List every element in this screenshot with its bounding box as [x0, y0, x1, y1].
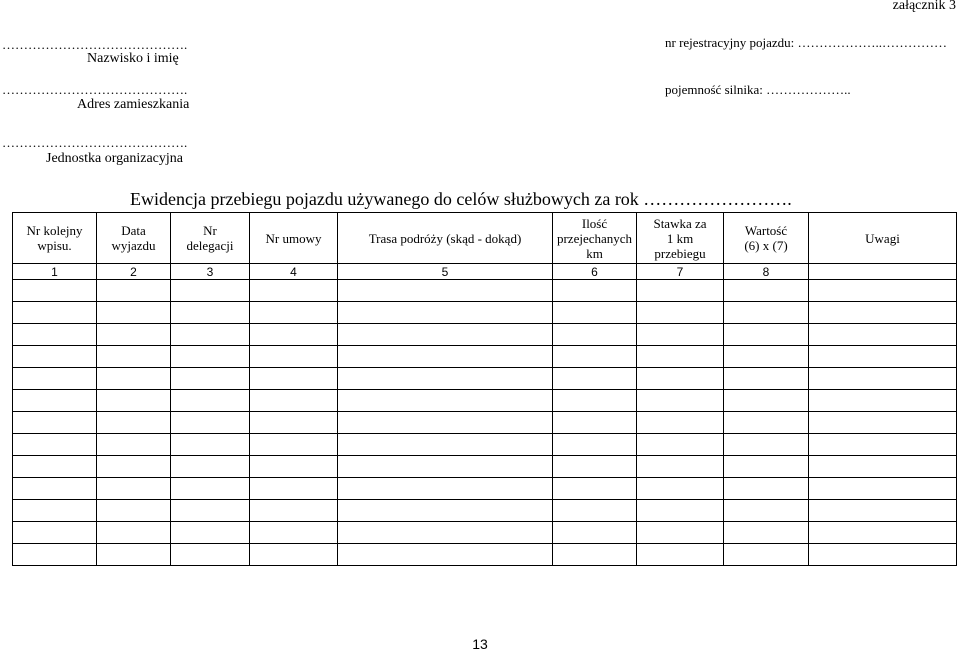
column-header-line: Stawka za: [653, 215, 707, 231]
table-cell[interactable]: [338, 324, 553, 346]
column-header-line: Trasa podróży (skąd - dokąd): [368, 230, 522, 246]
engine-capacity-field: pojemność silnika: ………………..: [665, 82, 851, 97]
table-cell[interactable]: [13, 544, 97, 566]
table-cell[interactable]: [809, 368, 957, 390]
column-number: 6: [553, 264, 637, 280]
column-header: [97, 213, 171, 264]
column-header: [338, 213, 553, 264]
table-cell[interactable]: [250, 522, 338, 544]
table-cell[interactable]: [250, 346, 338, 368]
table-cell[interactable]: [724, 302, 809, 324]
column-header: [250, 213, 338, 264]
table-row: [13, 500, 957, 522]
column-header-line: Data: [121, 223, 146, 238]
table-cell[interactable]: [809, 302, 957, 324]
table-cell[interactable]: [13, 302, 97, 324]
column-header: [171, 213, 250, 264]
table-cell[interactable]: [13, 368, 97, 390]
column-header-line: Nr kolejny: [26, 223, 83, 238]
table-cell[interactable]: [250, 456, 338, 478]
table-cell[interactable]: [250, 368, 338, 390]
table-cell[interactable]: [553, 280, 637, 302]
column-number: [809, 264, 957, 280]
address-caption: Adres zamieszkania: [77, 97, 190, 112]
table-cell[interactable]: [338, 522, 553, 544]
table-row: [13, 478, 957, 500]
table-row: [13, 280, 957, 302]
table-cell[interactable]: [809, 412, 957, 434]
table-cell[interactable]: [724, 456, 809, 478]
column-header: [553, 213, 637, 264]
column-header-line: wyjazdu: [111, 238, 156, 253]
table-cell[interactable]: [13, 390, 97, 412]
table-cell[interactable]: [97, 500, 171, 522]
column-number: 8: [724, 264, 809, 280]
table-cell[interactable]: [724, 500, 809, 522]
mileage-table: [12, 212, 957, 566]
table-cell[interactable]: [724, 544, 809, 566]
table-cell[interactable]: [13, 522, 97, 544]
table-cell[interactable]: [171, 500, 250, 522]
table-row: [13, 368, 957, 390]
table-cell[interactable]: [171, 280, 250, 302]
table-cell[interactable]: [338, 544, 553, 566]
table-cell[interactable]: [553, 544, 637, 566]
table-row: [13, 302, 957, 324]
table-cell[interactable]: [637, 412, 724, 434]
table-cell[interactable]: [171, 478, 250, 500]
table-cell[interactable]: [809, 390, 957, 412]
table-cell[interactable]: [809, 522, 957, 544]
table-cell[interactable]: [171, 522, 250, 544]
column-header-line: przejechanych: [556, 230, 633, 246]
table-cell[interactable]: [553, 302, 637, 324]
table-cell[interactable]: [809, 456, 957, 478]
table-cell[interactable]: [97, 390, 171, 412]
table-cell[interactable]: [809, 346, 957, 368]
column-header-line: wpisu.: [37, 238, 72, 253]
table-cell[interactable]: [338, 500, 553, 522]
table-cell[interactable]: [171, 324, 250, 346]
column-number-row: [13, 264, 957, 280]
table-cell[interactable]: [637, 302, 724, 324]
table-cell[interactable]: [171, 302, 250, 324]
column-header-line: Wartość: [744, 223, 788, 238]
name-dots: …………………………………….: [2, 37, 188, 52]
table-cell[interactable]: [171, 368, 250, 390]
table-cell[interactable]: [97, 478, 171, 500]
table-cell[interactable]: [13, 280, 97, 302]
table-cell[interactable]: [250, 390, 338, 412]
table-cell[interactable]: [637, 522, 724, 544]
table-cell[interactable]: [553, 324, 637, 346]
column-number: 7: [637, 264, 724, 280]
table-row: [13, 346, 957, 368]
table-cell[interactable]: [553, 522, 637, 544]
column-header-line: km: [586, 245, 603, 261]
table-cell[interactable]: [13, 478, 97, 500]
table-cell[interactable]: [171, 390, 250, 412]
table-cell[interactable]: [637, 544, 724, 566]
table-cell[interactable]: [97, 324, 171, 346]
table-cell[interactable]: [97, 346, 171, 368]
table-cell[interactable]: [97, 368, 171, 390]
column-header-line: Nr umowy: [265, 230, 322, 246]
table-cell[interactable]: [97, 302, 171, 324]
page-number: 13: [472, 636, 488, 652]
table-cell[interactable]: [13, 412, 97, 434]
table-cell[interactable]: [553, 500, 637, 522]
table-cell[interactable]: [637, 500, 724, 522]
table-cell[interactable]: [809, 434, 957, 456]
name-caption: Nazwisko i imię: [87, 51, 179, 66]
table-cell[interactable]: [338, 302, 553, 324]
table-cell[interactable]: [724, 412, 809, 434]
column-header-line: 1 km: [666, 230, 694, 246]
table-cell[interactable]: [338, 434, 553, 456]
column-number: 1: [13, 264, 97, 280]
table-cell[interactable]: [250, 500, 338, 522]
column-header: [13, 213, 97, 264]
table-cell[interactable]: [13, 434, 97, 456]
table-cell[interactable]: [171, 412, 250, 434]
table-row: [13, 412, 957, 434]
table-cell[interactable]: [250, 434, 338, 456]
column-header-line: Ilość: [581, 215, 608, 231]
table-row: [13, 456, 957, 478]
table-cell[interactable]: [553, 390, 637, 412]
table-cell[interactable]: [338, 390, 553, 412]
table-cell[interactable]: [637, 346, 724, 368]
table-cell[interactable]: [250, 324, 338, 346]
table-cell[interactable]: [97, 522, 171, 544]
table-cell[interactable]: [637, 434, 724, 456]
column-header-line: (6) x (7): [744, 238, 788, 253]
table-cell[interactable]: [553, 368, 637, 390]
table-cell[interactable]: [553, 346, 637, 368]
table-cell[interactable]: [250, 280, 338, 302]
column-header-line: delegacji: [186, 238, 234, 253]
table-cell[interactable]: [637, 478, 724, 500]
column-header-line: przebiegu: [654, 245, 706, 261]
table-cell[interactable]: [338, 412, 553, 434]
unit-caption: Jednostka organizacyjna: [46, 151, 183, 166]
table-cell[interactable]: [97, 280, 171, 302]
table-cell[interactable]: [724, 522, 809, 544]
table-cell[interactable]: [13, 324, 97, 346]
table-cell[interactable]: [637, 390, 724, 412]
table-row: [13, 390, 957, 412]
table-cell[interactable]: [809, 324, 957, 346]
table-cell[interactable]: [171, 456, 250, 478]
table-cell[interactable]: [171, 346, 250, 368]
table-row: [13, 324, 957, 346]
table-cell[interactable]: [637, 280, 724, 302]
table-cell[interactable]: [97, 456, 171, 478]
unit-dots: …………………………………….: [2, 135, 188, 150]
table-cell[interactable]: [250, 412, 338, 434]
column-header: [724, 213, 809, 264]
table-cell[interactable]: [553, 456, 637, 478]
attachment-label: załącznik 3: [892, 0, 956, 13]
table-cell[interactable]: [553, 478, 637, 500]
table-cell[interactable]: [97, 544, 171, 566]
table-cell[interactable]: [724, 346, 809, 368]
column-number: 2: [97, 264, 171, 280]
table-header-row: [13, 213, 957, 264]
table-cell[interactable]: [250, 302, 338, 324]
table-cell[interactable]: [97, 412, 171, 434]
table-cell[interactable]: [724, 280, 809, 302]
table-cell[interactable]: [809, 280, 957, 302]
column-header: [809, 213, 957, 264]
column-number: 5: [338, 264, 553, 280]
table-cell[interactable]: [171, 434, 250, 456]
table-cell[interactable]: [724, 368, 809, 390]
table-cell[interactable]: [338, 368, 553, 390]
table-cell[interactable]: [171, 544, 250, 566]
table-cell[interactable]: [553, 434, 637, 456]
document-title: Ewidencja przebiegu pojazdu używanego do celów służbowych za rok …………………….: [130, 189, 792, 209]
table-cell[interactable]: [13, 500, 97, 522]
registration-number-field: nr rejestracyjny pojazdu: ………………..……………: [665, 35, 947, 50]
column-number: 3: [171, 264, 250, 280]
column-header-line: Uwagi: [865, 230, 900, 246]
table-cell[interactable]: [809, 544, 957, 566]
table-cell[interactable]: [809, 478, 957, 500]
table-row: [13, 544, 957, 566]
table-cell[interactable]: [250, 478, 338, 500]
table-cell[interactable]: [724, 324, 809, 346]
address-dots: …………………………………….: [2, 82, 188, 97]
table-cell[interactable]: [97, 434, 171, 456]
table-cell[interactable]: [637, 456, 724, 478]
table-row: [13, 522, 957, 544]
table-cell[interactable]: [637, 324, 724, 346]
table-cell[interactable]: [338, 280, 553, 302]
table-cell[interactable]: [13, 456, 97, 478]
table-cell[interactable]: [338, 456, 553, 478]
table-cell[interactable]: [13, 346, 97, 368]
table-cell[interactable]: [338, 478, 553, 500]
table-cell[interactable]: [809, 500, 957, 522]
table-cell[interactable]: [338, 346, 553, 368]
table-cell[interactable]: [250, 544, 338, 566]
table-cell[interactable]: [724, 478, 809, 500]
table-cell[interactable]: [724, 434, 809, 456]
table-cell[interactable]: [553, 412, 637, 434]
table-row: [13, 434, 957, 456]
column-header-line: Nr: [203, 223, 217, 238]
table-cell[interactable]: [724, 390, 809, 412]
column-header: [637, 213, 724, 264]
table-cell[interactable]: [637, 368, 724, 390]
column-number: 4: [250, 264, 338, 280]
